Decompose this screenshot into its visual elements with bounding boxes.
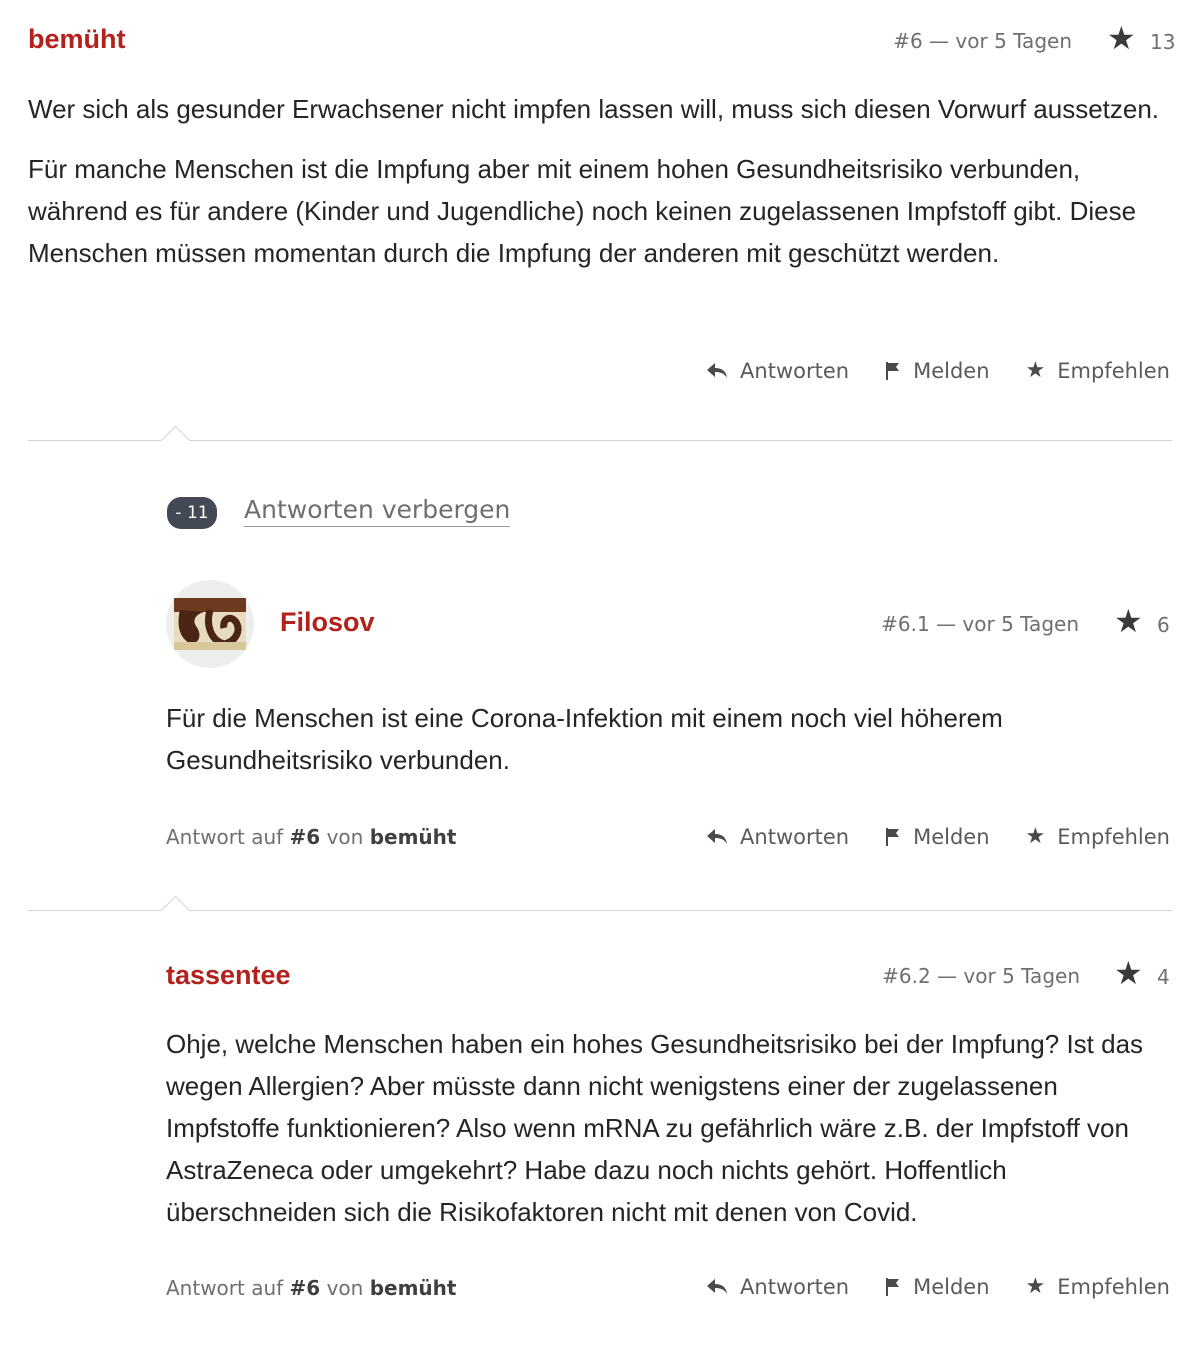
recommend-button[interactable] xyxy=(1026,358,1170,383)
avatar[interactable] xyxy=(166,580,254,668)
report-button[interactable] xyxy=(885,825,989,849)
reply-prefix: Antwort auf xyxy=(166,825,284,849)
comment-paragraph: Für die Menschen ist eine Corona-Infektion mit einem noch viel höherem Gesundheitsrisiko verbunden. xyxy=(166,703,1003,775)
comment-actions xyxy=(706,824,1170,849)
report-label: Melden xyxy=(913,1274,990,1299)
reply-by: von xyxy=(326,825,364,849)
reply-button[interactable] xyxy=(706,825,849,849)
reply-by: von xyxy=(326,1276,364,1300)
report-label: Melden xyxy=(913,824,990,849)
comment-actions xyxy=(706,358,1170,383)
star-icon: ★ xyxy=(1114,955,1143,991)
reply-reference xyxy=(166,825,456,849)
recommend-label: Empfehlen xyxy=(1057,358,1170,383)
reply-label: Antworten xyxy=(740,1274,850,1299)
comment-meta[interactable]: #6 — vor 5 Tagen xyxy=(893,29,1072,53)
divider-notch xyxy=(161,896,191,926)
report-button[interactable] xyxy=(885,359,989,383)
comment-paragraph: Wer sich als gesunder Erwachsener nicht impfen lassen will, muss sich diesen Vorwurf aussetzen. xyxy=(28,94,1160,124)
reply-arrow-icon xyxy=(706,1278,728,1296)
star-icon: ★ xyxy=(1107,20,1136,56)
divider xyxy=(28,910,1172,911)
reply-label: Antworten xyxy=(740,824,850,849)
reply-button[interactable] xyxy=(706,1275,849,1299)
reply-prefix: Antwort auf xyxy=(166,1276,284,1300)
star-count: 13 xyxy=(1150,30,1176,54)
recommend-button[interactable] xyxy=(1026,1274,1170,1299)
star-icon: ★ xyxy=(1025,824,1046,849)
star-icon: ★ xyxy=(1025,358,1046,383)
divider-notch xyxy=(161,426,191,456)
flag-icon xyxy=(885,827,901,847)
comment-author[interactable]: bemüht xyxy=(28,24,126,54)
reply-arrow-icon xyxy=(706,828,728,846)
star-count: 4 xyxy=(1157,965,1170,989)
report-button[interactable] xyxy=(885,1275,989,1299)
divider xyxy=(28,440,1172,441)
reply-ref-link[interactable]: #6 xyxy=(289,825,321,849)
comment-meta[interactable]: #6.2 — vor 5 Tagen xyxy=(882,964,1080,988)
comment-body xyxy=(166,697,1166,781)
reply-count-badge[interactable]: - 11 xyxy=(167,497,217,529)
comment-body xyxy=(166,1023,1166,1233)
avatar-image xyxy=(166,580,254,668)
flag-icon xyxy=(885,1277,901,1297)
reply-user-link[interactable]: bemüht xyxy=(369,1276,457,1300)
reply-label: Antworten xyxy=(740,358,850,383)
comment-author[interactable]: Filosov xyxy=(280,607,375,637)
report-label: Melden xyxy=(913,358,990,383)
recommend-label: Empfehlen xyxy=(1057,1274,1170,1299)
reply-reference xyxy=(166,1276,456,1300)
comment-paragraph: Ohje, welche Menschen haben ein hohes Gesundheitsrisiko bei der Impfung? Ist das wegen Allergien? Aber müsste dann nicht wenigstens einer der zugelassenen Impfstoffe funktionieren? Also wenn mRNA zu gefährlich wäre z.B. der Impfstoff von AstraZeneca oder umgekehrt? Habe dazu noch nichts gehört. Hoffentlich überschneiden sich die Risikofaktoren nicht mit denen von Covid. xyxy=(166,1029,1144,1227)
hide-replies-link[interactable]: Antworten verbergen xyxy=(244,495,510,527)
reply-user-link[interactable]: bemüht xyxy=(369,825,457,849)
reply-arrow-icon xyxy=(706,362,728,380)
comment-body xyxy=(28,88,1168,274)
star-count: 6 xyxy=(1157,613,1170,637)
star-icon: ★ xyxy=(1114,603,1143,639)
recommend-label: Empfehlen xyxy=(1057,824,1170,849)
reply-button[interactable] xyxy=(706,359,849,383)
flag-icon xyxy=(885,361,901,381)
comment-actions xyxy=(706,1274,1170,1299)
comment-paragraph: Für manche Menschen ist die Impfung aber mit einem hohen Gesundheitsrisiko verbunden, während es für andere (Kinder und Jugendliche) noch keinen zugelassenen Impfstoff gibt. Diese Menschen müssen momentan durch die Impfung der anderen mit geschützt werden. xyxy=(28,154,1137,268)
recommend-button[interactable] xyxy=(1026,824,1170,849)
star-icon: ★ xyxy=(1025,1274,1046,1299)
comment-author[interactable]: tassentee xyxy=(166,960,291,990)
reply-ref-link[interactable]: #6 xyxy=(289,1276,321,1300)
comment-meta[interactable]: #6.1 — vor 5 Tagen xyxy=(881,612,1079,636)
